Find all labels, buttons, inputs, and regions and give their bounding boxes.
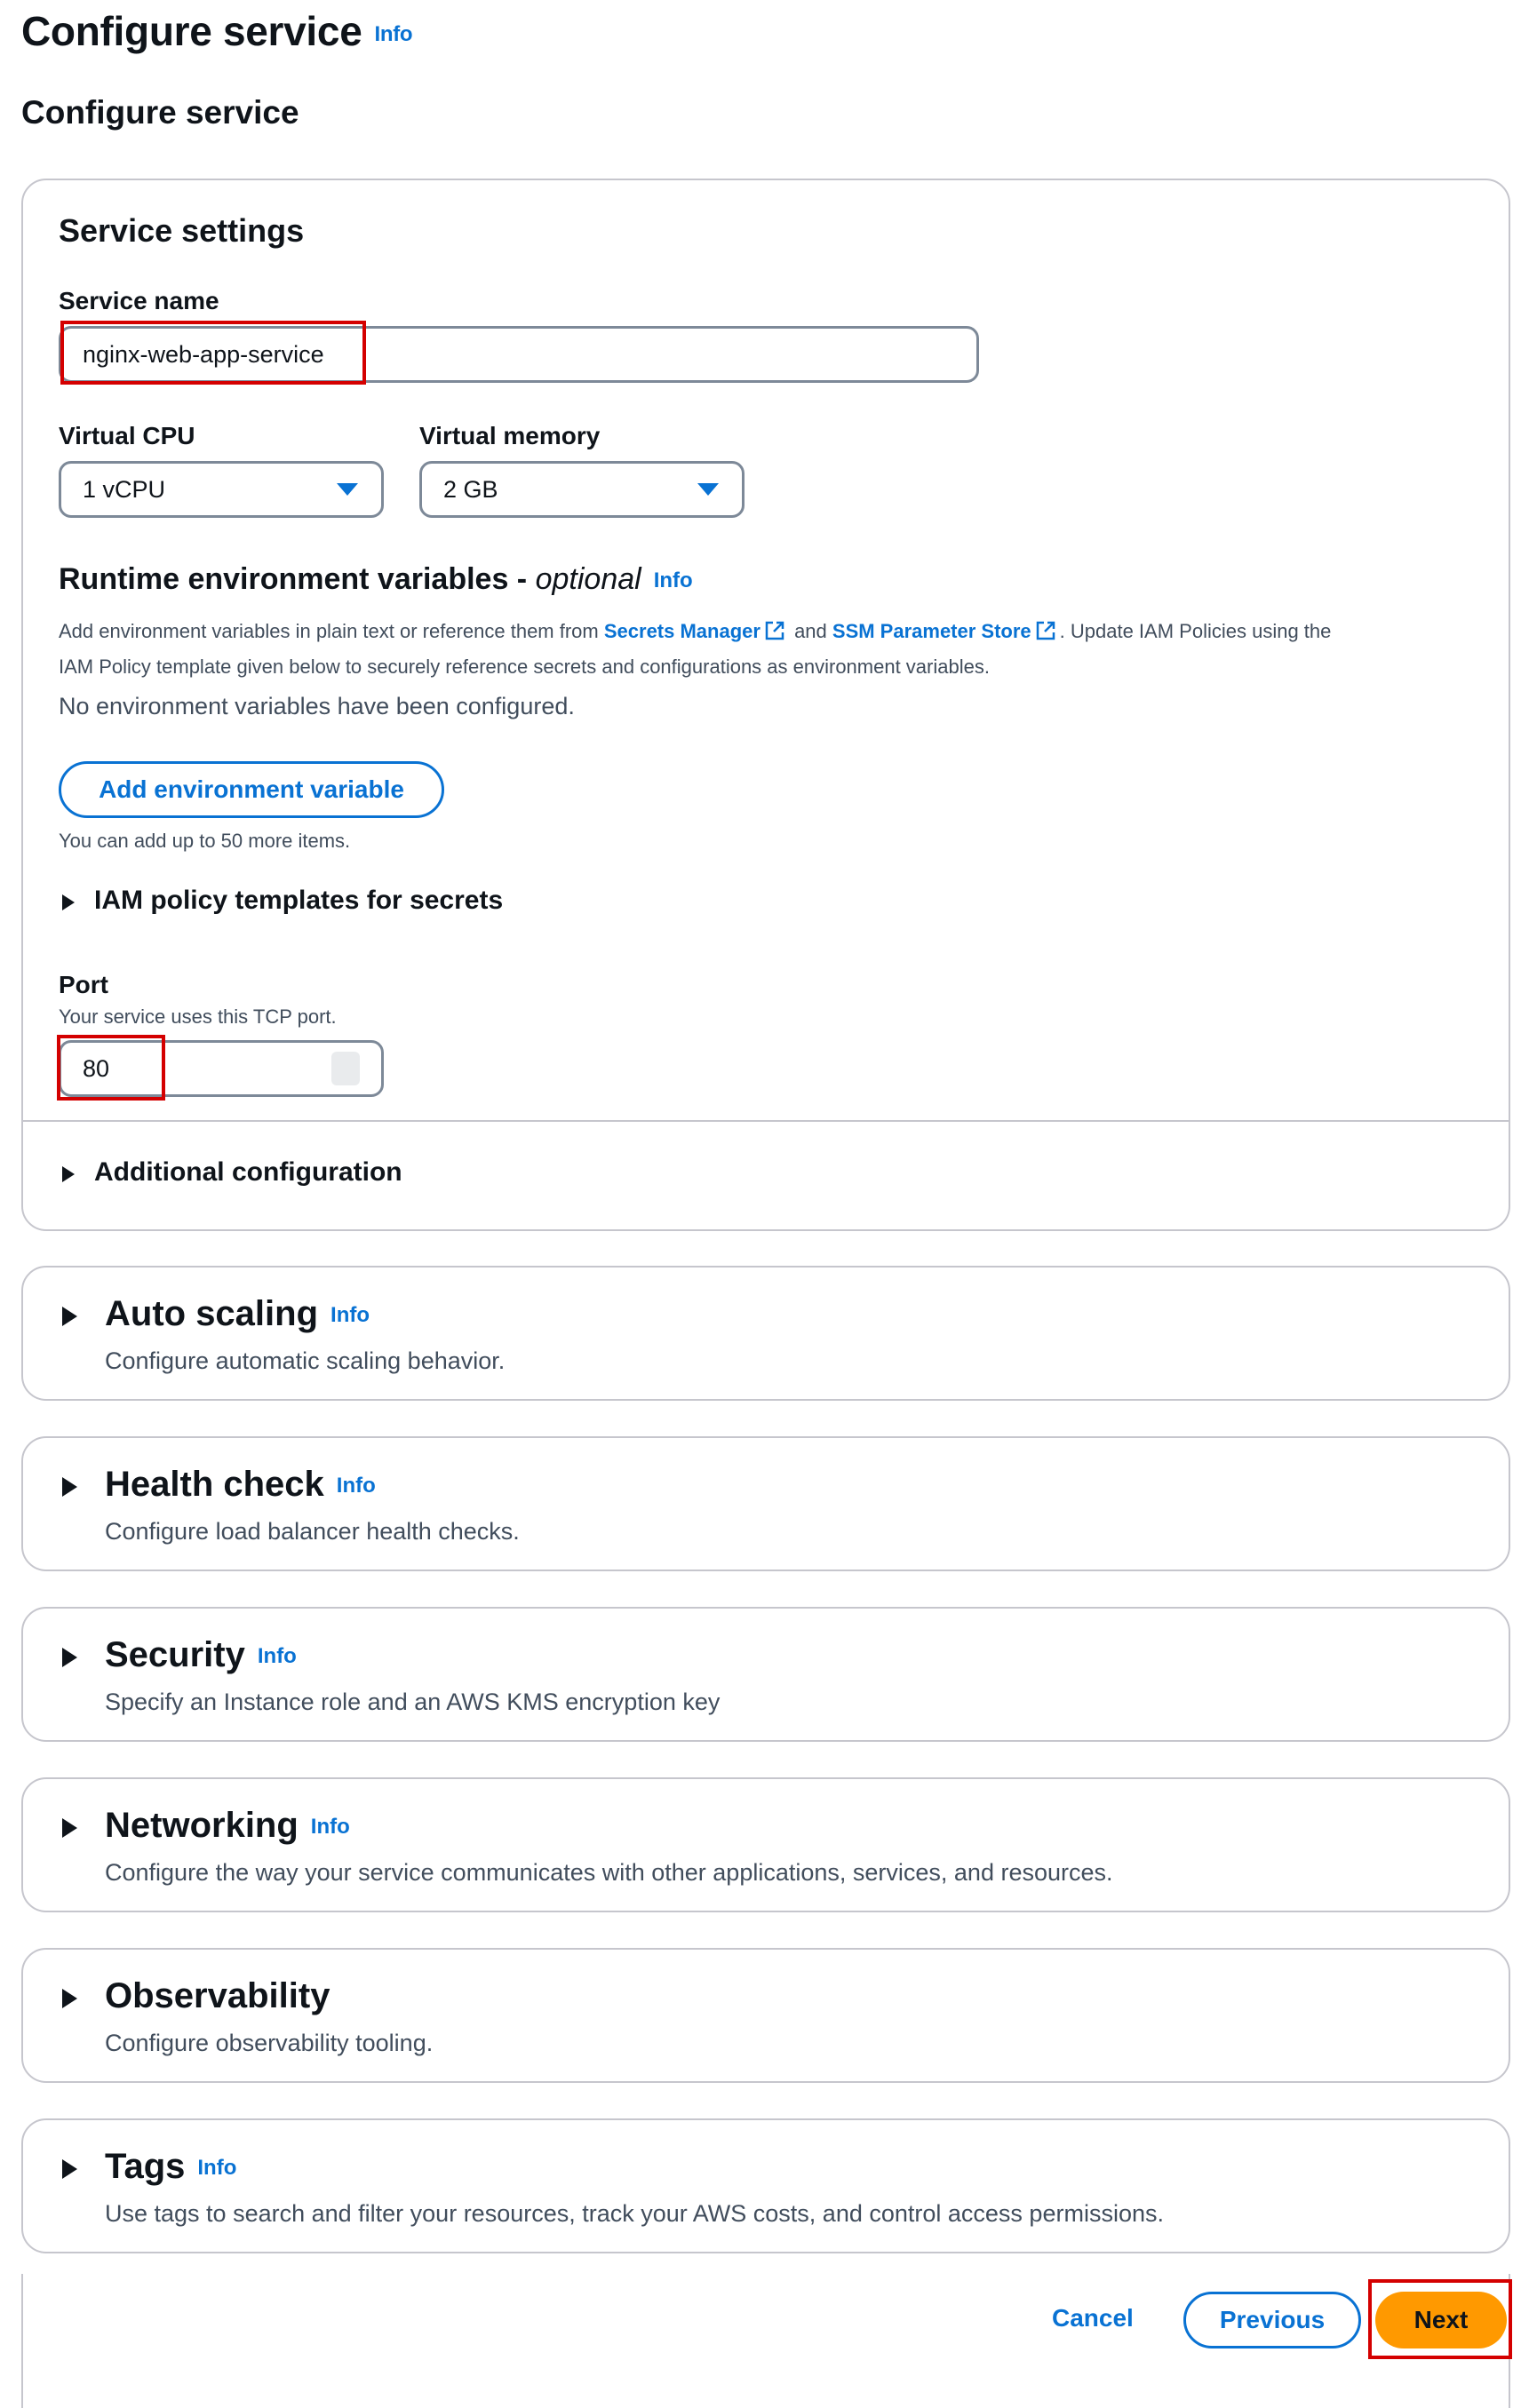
page-title xyxy=(21,7,412,55)
health-check-section[interactable] xyxy=(21,1436,1510,1571)
env-empty-message: No environment variables have been configured. xyxy=(59,693,575,719)
external-link-icon xyxy=(1035,620,1056,641)
caret-right-icon[interactable] xyxy=(62,1989,77,2008)
iam-policy-templates-expander[interactable]: IAM policy templates for secrets xyxy=(94,886,504,915)
auto-scaling-description: Configure automatic scaling behavior. xyxy=(105,1347,506,1374)
auto-scaling-section[interactable] xyxy=(21,1266,1510,1401)
vcpu-label: Virtual CPU xyxy=(59,422,195,449)
env-description xyxy=(59,614,1498,649)
health-check-title xyxy=(105,1465,376,1505)
tags-section[interactable] xyxy=(21,2118,1510,2253)
caret-right-icon[interactable] xyxy=(62,1477,77,1497)
chevron-down-icon xyxy=(337,483,358,496)
previous-button[interactable]: Previous xyxy=(1183,2292,1361,2348)
env-heading-text: Runtime environment variables - xyxy=(59,562,536,596)
caret-right-icon[interactable] xyxy=(62,1648,77,1667)
networking-description: Configure the way your service communicates with other applications, services, and resources. xyxy=(105,1859,1113,1886)
port-description: Your service uses this TCP port. xyxy=(59,1005,337,1028)
memory-value: 2 GB xyxy=(443,475,498,503)
number-stepper[interactable] xyxy=(331,1052,360,1085)
secrets-manager-link[interactable]: Secrets Manager xyxy=(603,620,760,642)
port-label: Port xyxy=(59,971,108,998)
page-title-text: Configure service xyxy=(21,8,362,54)
auto-scaling-title-text: Auto scaling xyxy=(105,1294,319,1333)
env-desc-part-2: and xyxy=(788,620,832,642)
env-heading-optional: optional xyxy=(535,562,641,596)
additional-configuration-expander[interactable]: Additional configuration xyxy=(94,1157,402,1187)
vcpu-value: 1 vCPU xyxy=(83,475,166,503)
ssm-parameter-store-link[interactable]: SSM Parameter Store xyxy=(832,620,1031,642)
health-check-description: Configure load balancer health checks. xyxy=(105,1518,520,1545)
networking-title xyxy=(105,1806,350,1846)
panel-divider xyxy=(23,1120,1509,1122)
external-link-icon xyxy=(764,620,785,641)
auto-scaling-info-link[interactable]: Info xyxy=(330,1303,370,1328)
caret-right-icon[interactable] xyxy=(62,1307,77,1326)
page-title-info-link[interactable]: Info xyxy=(374,21,413,46)
caret-right-icon[interactable] xyxy=(62,2159,77,2179)
service-name-value: nginx-web-app-service xyxy=(83,340,324,368)
chevron-down-icon xyxy=(697,483,719,496)
security-info-link[interactable]: Info xyxy=(257,1644,297,1669)
health-check-title-text: Health check xyxy=(105,1465,324,1504)
cancel-button[interactable]: Cancel xyxy=(1052,2304,1134,2332)
networking-title-text: Networking xyxy=(105,1806,299,1845)
memory-select[interactable] xyxy=(419,461,745,518)
tags-description: Use tags to search and filter your resources, track your AWS costs, and control access permissions. xyxy=(105,2200,1164,2227)
caret-right-icon[interactable] xyxy=(62,1818,77,1838)
next-highlight xyxy=(1368,2279,1512,2359)
observability-description: Configure observability tooling. xyxy=(105,2030,434,2056)
env-desc-part-3: . Update IAM Policies using the xyxy=(1059,620,1332,642)
env-desc-part-1: Add environment variables in plain text or reference them from xyxy=(59,620,604,642)
memory-label: Virtual memory xyxy=(419,422,601,449)
service-settings-panel xyxy=(21,179,1510,1231)
security-section[interactable] xyxy=(21,1607,1510,1742)
health-check-info-link[interactable]: Info xyxy=(336,1474,376,1498)
security-description: Specify an Instance role and an AWS KMS encryption key xyxy=(105,1689,721,1715)
add-environment-variable-button[interactable]: Add environment variable xyxy=(59,761,444,818)
port-highlight xyxy=(57,1035,165,1101)
add-env-hint: You can add up to 50 more items. xyxy=(59,830,351,852)
tags-info-link[interactable]: Info xyxy=(197,2156,237,2181)
networking-section[interactable] xyxy=(21,1777,1510,1912)
caret-right-icon[interactable] xyxy=(62,894,75,910)
service-settings-heading: Service settings xyxy=(59,212,305,249)
caret-right-icon[interactable] xyxy=(62,1166,75,1182)
service-name-label: Service name xyxy=(59,287,219,314)
security-title-text: Security xyxy=(105,1635,245,1674)
section-subtitle: Configure service xyxy=(21,94,299,131)
vcpu-select[interactable] xyxy=(59,461,384,518)
env-info-link[interactable]: Info xyxy=(653,568,693,593)
next-button[interactable]: Next xyxy=(1375,2292,1507,2348)
env-description-line-2: IAM Policy template given below to securely reference secrets and configurations as environment variables. xyxy=(59,656,990,678)
port-value: 80 xyxy=(83,1054,110,1082)
tags-title-text: Tags xyxy=(105,2147,186,2186)
tags-title xyxy=(105,2147,236,2187)
security-title xyxy=(105,1635,297,1675)
observability-section[interactable] xyxy=(21,1948,1510,2083)
auto-scaling-title xyxy=(105,1294,370,1334)
service-name-highlight xyxy=(60,321,366,385)
networking-info-link[interactable]: Info xyxy=(310,1815,350,1840)
observability-title: Observability xyxy=(105,1976,330,2015)
env-heading xyxy=(59,562,693,597)
